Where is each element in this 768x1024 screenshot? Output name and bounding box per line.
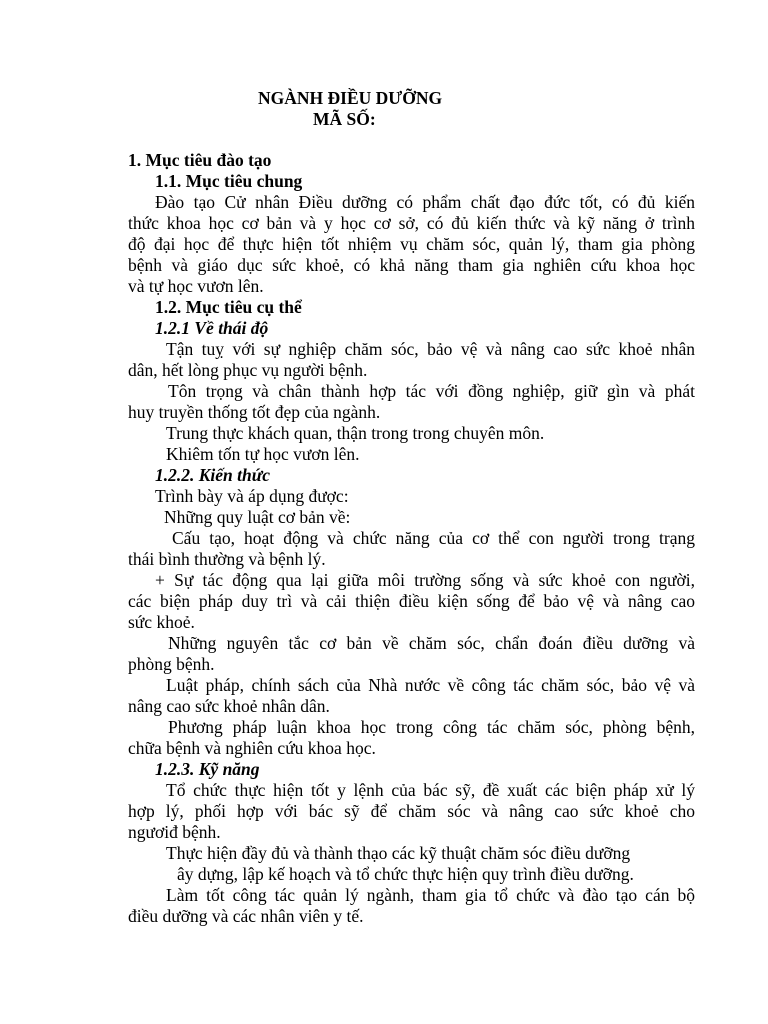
- section-1-heading: 1. Mục tiêu đào tạo: [128, 150, 272, 170]
- paragraph-line: Đào tạo Cử nhân Điều dưỡng có phẩm chất đạo đức tốt, có đủ kiến: [155, 192, 695, 212]
- paragraph-line: Trung thực khách quan, thận trong trong chuyên môn.: [166, 423, 545, 443]
- paragraph-line: Làm tốt công tác quản lý ngành, tham gia tổ chức và đào tạo cán bộ: [166, 885, 695, 905]
- paragraph-line: dân, hết lòng phục vụ người bệnh.: [128, 360, 368, 380]
- paragraph-line: + Sự tác động qua lại giữa môi trường sống và sức khoẻ con người,: [155, 570, 695, 590]
- paragraph-line: Tổ chức thực hiện tốt y lệnh của bác sỹ, đề xuất các biện pháp xử lý: [166, 780, 695, 800]
- paragraph-line: ây dựng, lập kế hoạch và tổ chức thực hiện quy trình điều dưỡng.: [177, 864, 634, 884]
- section-1-2-1-heading: 1.2.1 Về thái độ: [155, 318, 269, 338]
- paragraph-line: Phương pháp luận khoa học trong công tác chăm sóc, phòng bệnh,: [168, 717, 695, 737]
- paragraph-line: điều dưỡng và các nhân viên y tế.: [128, 906, 364, 926]
- paragraph-line: nâng cao sức khoẻ nhân dân.: [128, 696, 330, 716]
- paragraph-line: và tự học vươn lên.: [128, 276, 264, 296]
- paragraph-line: huy truyền thống tốt đẹp của ngành.: [128, 402, 381, 422]
- paragraph-line: Tận tuỵ với sự nghiệp chăm sóc, bảo vệ và nâng cao sức khoẻ nhân: [166, 339, 695, 359]
- section-1-2-3-heading: 1.2.3. Kỹ năng: [155, 759, 260, 779]
- paragraph-line: Thực hiện đầy đủ và thành thạo các kỹ thuật chăm sóc điều dưỡng: [166, 843, 631, 863]
- document-code: MÃ SỐ:: [313, 109, 376, 129]
- paragraph-line: Trình bày và áp dụng được:: [155, 486, 349, 506]
- paragraph-line: chữa bệnh và nghiên cứu khoa học.: [128, 738, 376, 758]
- section-1-2-heading: 1.2. Mục tiêu cụ thể: [155, 297, 302, 317]
- paragraph-line: thức khoa học cơ bản và y học cơ sở, có đủ kiến thức và kỹ năng ở trình: [128, 213, 695, 233]
- paragraph-line: Những nguyên tắc cơ bản về chăm sóc, chẩn đoán điều dưỡng và: [168, 633, 695, 653]
- paragraph-line: thái bình thường và bệnh lý.: [128, 549, 326, 569]
- paragraph-line: Những quy luật cơ bản về:: [164, 507, 351, 527]
- section-1-1-heading: 1.1. Mục tiêu chung: [155, 171, 303, 191]
- paragraph-line: độ đại học để thực hiện tốt nhiệm vụ chăm sóc, quản lý, tham gia phòng: [128, 234, 695, 254]
- paragraph-line: ngươiđ bệnh.: [128, 822, 221, 842]
- paragraph-line: Tôn trọng và chân thành hợp tác với đồng nghiệp, giữ gìn và phát: [168, 381, 695, 401]
- paragraph-line: Luật pháp, chính sách của Nhà nước về công tác chăm sóc, bảo vệ và: [166, 675, 695, 695]
- paragraph-line: các biện pháp duy trì và cải thiện điều kiện sống để bảo vệ và nâng cao: [128, 591, 695, 611]
- paragraph-line: phòng bệnh.: [128, 654, 215, 674]
- paragraph-line: bệnh và giáo dục sức khoẻ, có khả năng tham gia nghiên cứu khoa học: [128, 255, 695, 275]
- document-title: NGÀNH ĐIỀU DƯỠNG: [258, 88, 443, 108]
- paragraph-line: Cấu tạo, hoạt động và chức năng của cơ thể con người trong trạng: [172, 528, 695, 548]
- paragraph-line: Khiêm tốn tự học vươn lên.: [166, 444, 360, 464]
- paragraph-line: hợp lý, phối hợp với bác sỹ để chăm sóc và nâng cao sức khoẻ cho: [128, 801, 695, 821]
- section-1-2-2-heading: 1.2.2. Kiến thức: [155, 465, 271, 485]
- paragraph-line: sức khoẻ.: [128, 612, 195, 632]
